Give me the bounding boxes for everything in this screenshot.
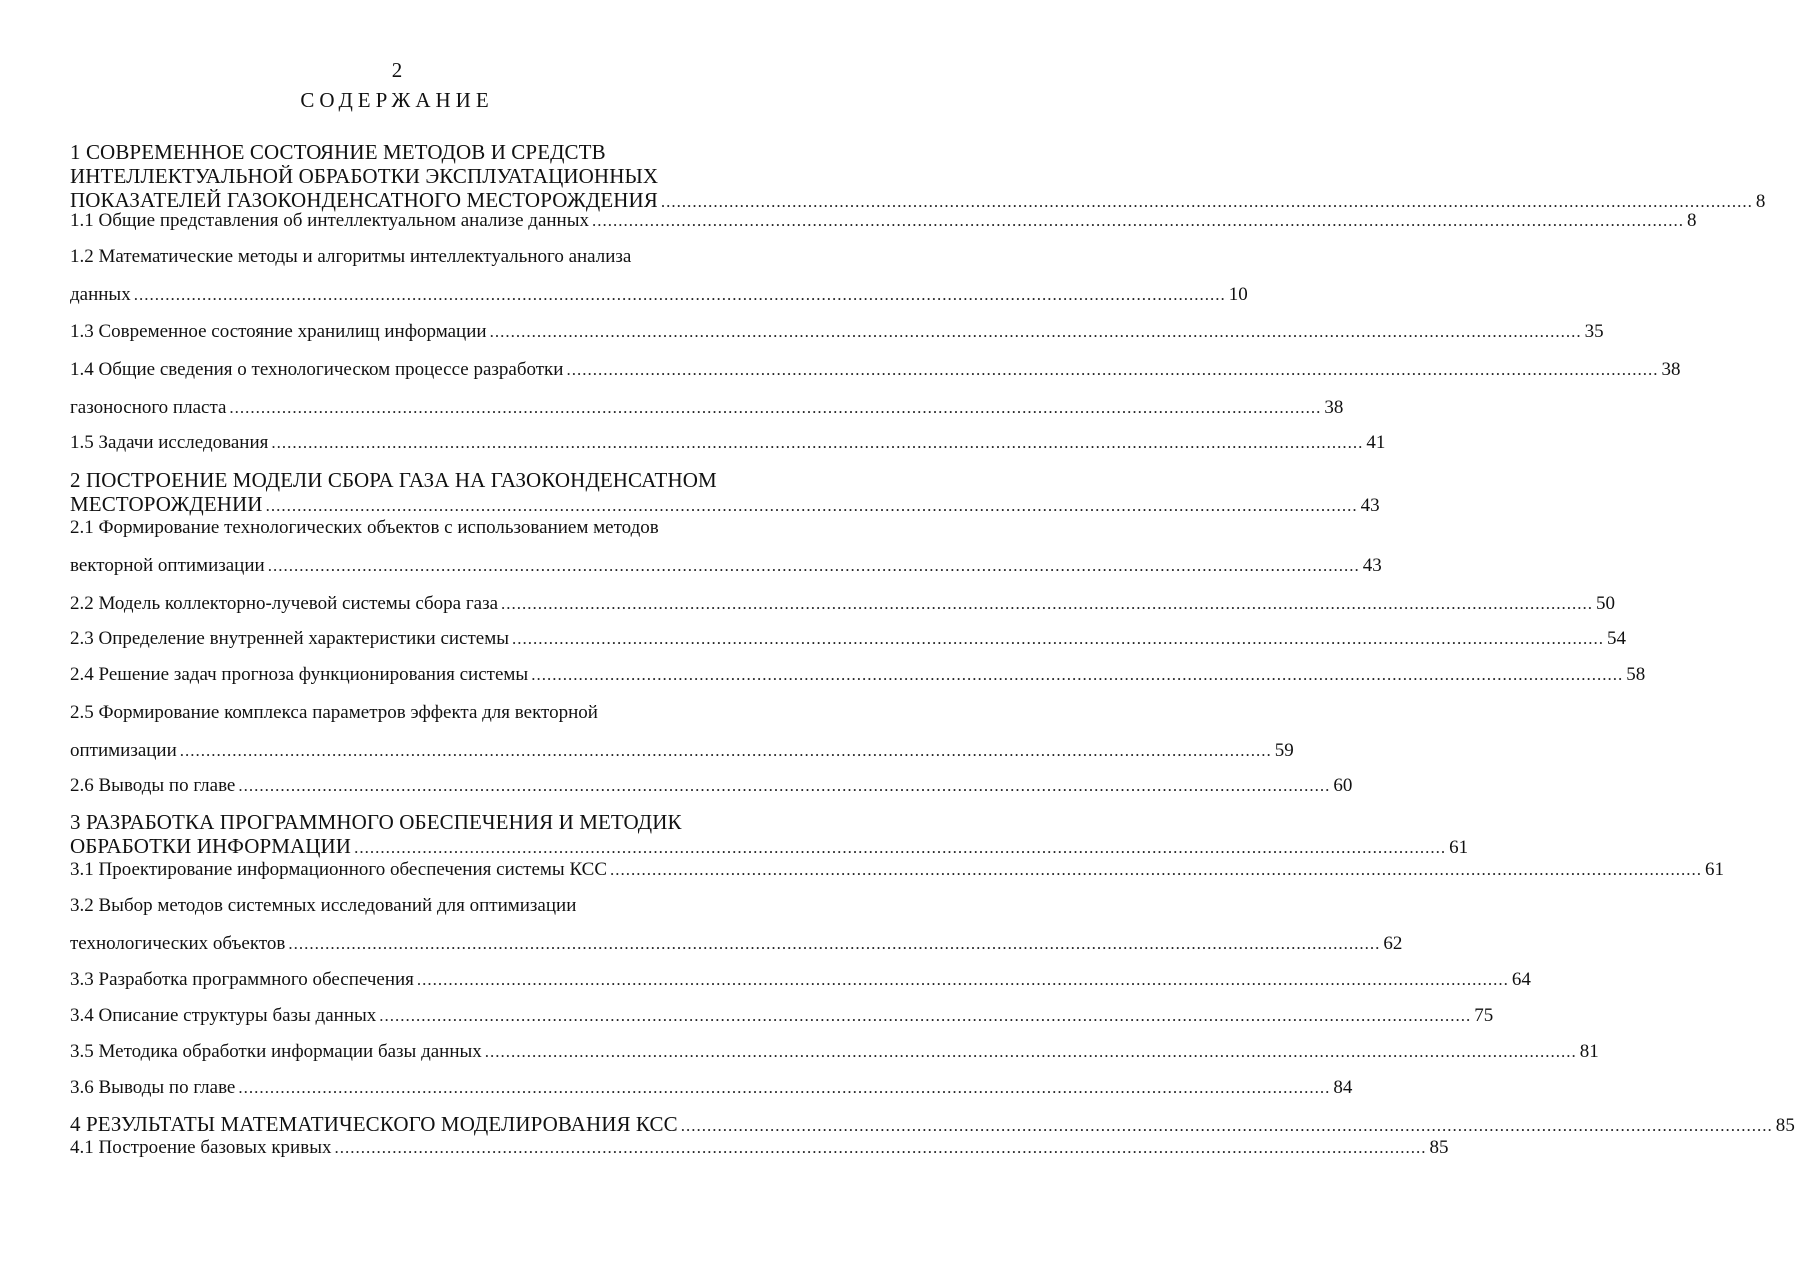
dot-leader (501, 592, 1593, 616)
toc-entry-title: 1.4 Общие сведения о технологическом процессе разработки (70, 359, 564, 380)
toc-entry-row (70, 834, 1469, 860)
toc-entry-row (70, 774, 1353, 798)
toc-page-number: 85 (1775, 1115, 1795, 1136)
toc-entry-row (70, 627, 1627, 651)
toc-entry-title: оптимизации (70, 740, 177, 761)
dot-leader (354, 836, 1446, 860)
toc-entry-row (70, 1040, 1599, 1064)
toc-entry-title: 2.2 Модель коллекторно-лучевой системы сбора газа (70, 593, 499, 614)
dot-leader (681, 1114, 1773, 1138)
page-number: 2 (391, 58, 403, 82)
toc-page-number: 85 (1429, 1137, 1449, 1158)
toc-page-number: 8 (1686, 210, 1697, 231)
toc-page-number: 61 (1449, 837, 1469, 858)
dot-leader (417, 968, 1509, 992)
toc-entry-row (70, 492, 1380, 518)
toc-entry-line: 3.2 Выбор методов системных исследований для оптимизации (70, 895, 577, 916)
dot-leader (229, 396, 1321, 420)
toc-entry-line: 2.1 Формирование технологических объектов с использованием методов (70, 517, 659, 538)
toc-page-number: 58 (1626, 664, 1646, 685)
toc-entry-title: данных (70, 284, 131, 305)
toc-entry-line: 2.5 Формирование комплекса параметров эффекта для векторной (70, 702, 598, 723)
toc-entry-row (70, 320, 1604, 344)
dot-leader (379, 1004, 1471, 1028)
toc-entry-row (70, 358, 1681, 382)
toc-entry-title: газоносного пласта (70, 397, 227, 418)
toc-page-number: 10 (1228, 284, 1248, 305)
dot-leader (485, 1040, 1577, 1064)
dot-leader (134, 283, 1226, 307)
toc-page-number: 43 (1360, 495, 1380, 516)
toc-entry-title: ОБРАБОТКИ ИНФОРМАЦИИ (70, 834, 352, 858)
toc-entry-title: 4.1 Построение базовых кривых (70, 1137, 332, 1158)
dot-leader (266, 494, 1358, 518)
toc-entry-title: 2.4 Решение задач прогноза функционирования системы (70, 664, 529, 685)
toc-entry-row (70, 663, 1646, 687)
toc-page-number: 38 (1324, 397, 1344, 418)
toc-entry-row (70, 968, 1531, 992)
toc-page-number: 84 (1333, 1077, 1353, 1098)
toc-page-number: 54 (1607, 628, 1627, 649)
toc-heading: СОДЕРЖАНИЕ (300, 88, 494, 112)
toc-entry-title: 2.3 Определение внутренней характеристики системы (70, 628, 510, 649)
toc-entry-row (70, 592, 1616, 616)
dot-leader (592, 209, 1684, 233)
toc-entry-title: 2.6 Выводы по главе (70, 775, 236, 796)
dot-leader (238, 1076, 1330, 1100)
toc-entry-row (70, 431, 1386, 455)
toc-page-number: 81 (1579, 1041, 1599, 1062)
toc-entry-row (70, 1004, 1494, 1028)
toc-entry-title: 1.1 Общие представления об интеллектуальном анализе данных (70, 210, 589, 231)
toc-page-number: 60 (1333, 775, 1353, 796)
toc-entry-row (70, 209, 1697, 233)
dot-leader (271, 431, 1363, 455)
toc-entry-title: векторной оптимизации (70, 555, 265, 576)
toc-entry-row (70, 932, 1403, 956)
toc-page-number: 50 (1596, 593, 1616, 614)
toc-entry-row (70, 283, 1248, 307)
dot-leader (180, 739, 1272, 763)
toc-page-number: 8 (1755, 191, 1766, 212)
dot-leader (288, 932, 1380, 956)
dot-leader (512, 627, 1604, 651)
toc-entry-line: ИНТЕЛЛЕКТУАЛЬНОЙ ОБРАБОТКИ ЭКСПЛУАТАЦИОННЫХ (70, 164, 659, 188)
toc-entry-title: МЕСТОРОЖДЕНИИ (70, 492, 263, 516)
toc-entry-line: 2 ПОСТРОЕНИЕ МОДЕЛИ СБОРА ГАЗА НА ГАЗОКОНДЕНСАТНОМ (70, 468, 717, 492)
toc-entry-title: 3.4 Описание структуры базы данных (70, 1005, 377, 1026)
toc-entry-title: 4 РЕЗУЛЬТАТЫ МАТЕМАТИЧЕСКОГО МОДЕЛИРОВАНИЯ КСС (70, 1112, 678, 1136)
toc-entry-line: 1.2 Математические методы и алгоритмы интеллектуального анализа (70, 246, 632, 267)
toc-page-number: 41 (1366, 432, 1386, 453)
dot-leader (610, 858, 1702, 882)
toc-entry-title: 1.3 Современное состояние хранилищ информации (70, 321, 487, 342)
dot-leader (238, 774, 1330, 798)
toc-entry-title: 3.5 Методика обработки информации базы данных (70, 1041, 482, 1062)
toc-entry-title: 1.5 Задачи исследования (70, 432, 269, 453)
toc-entry-row (70, 858, 1724, 882)
toc-entry-title: 3.6 Выводы по главе (70, 1077, 236, 1098)
toc-entry-title: технологических объектов (70, 933, 286, 954)
toc-entry-title: 3.1 Проектирование информационного обеспечения системы КСС (70, 859, 607, 880)
toc-page-number: 75 (1474, 1005, 1494, 1026)
toc-page-number: 61 (1705, 859, 1724, 880)
toc-entry-row (70, 396, 1344, 420)
dot-leader (566, 358, 1658, 382)
toc-entry-line: 1 СОВРЕМЕННОЕ СОСТОЯНИЕ МЕТОДОВ И СРЕДСТВ (70, 140, 606, 164)
toc-page-number: 43 (1362, 555, 1382, 576)
toc-entry-title: 3.3 Разработка программного обеспечения (70, 969, 414, 990)
toc-entry-row (70, 739, 1294, 763)
toc-page-number: 64 (1511, 969, 1531, 990)
toc-page-number: 62 (1383, 933, 1403, 954)
toc-entry-row (70, 1076, 1353, 1100)
toc-page-number: 38 (1661, 359, 1681, 380)
toc-entry-row (70, 554, 1382, 578)
toc-entry-row (70, 1136, 1449, 1160)
dot-leader (334, 1136, 1426, 1160)
dot-leader (490, 320, 1582, 344)
toc-entry-row (70, 1112, 1795, 1138)
dot-leader (268, 554, 1360, 578)
dot-leader (531, 663, 1623, 687)
toc-page-number: 59 (1274, 740, 1294, 761)
toc-page-number: 35 (1584, 321, 1604, 342)
toc-entry-line: 3 РАЗРАБОТКА ПРОГРАММНОГО ОБЕСПЕЧЕНИЯ И МЕТОДИК (70, 810, 682, 834)
toc-entry-title: ПОКАЗАТЕЛЕЙ ГАЗОКОНДЕНСАТНОГО МЕСТОРОЖДЕНИЯ (70, 188, 658, 212)
